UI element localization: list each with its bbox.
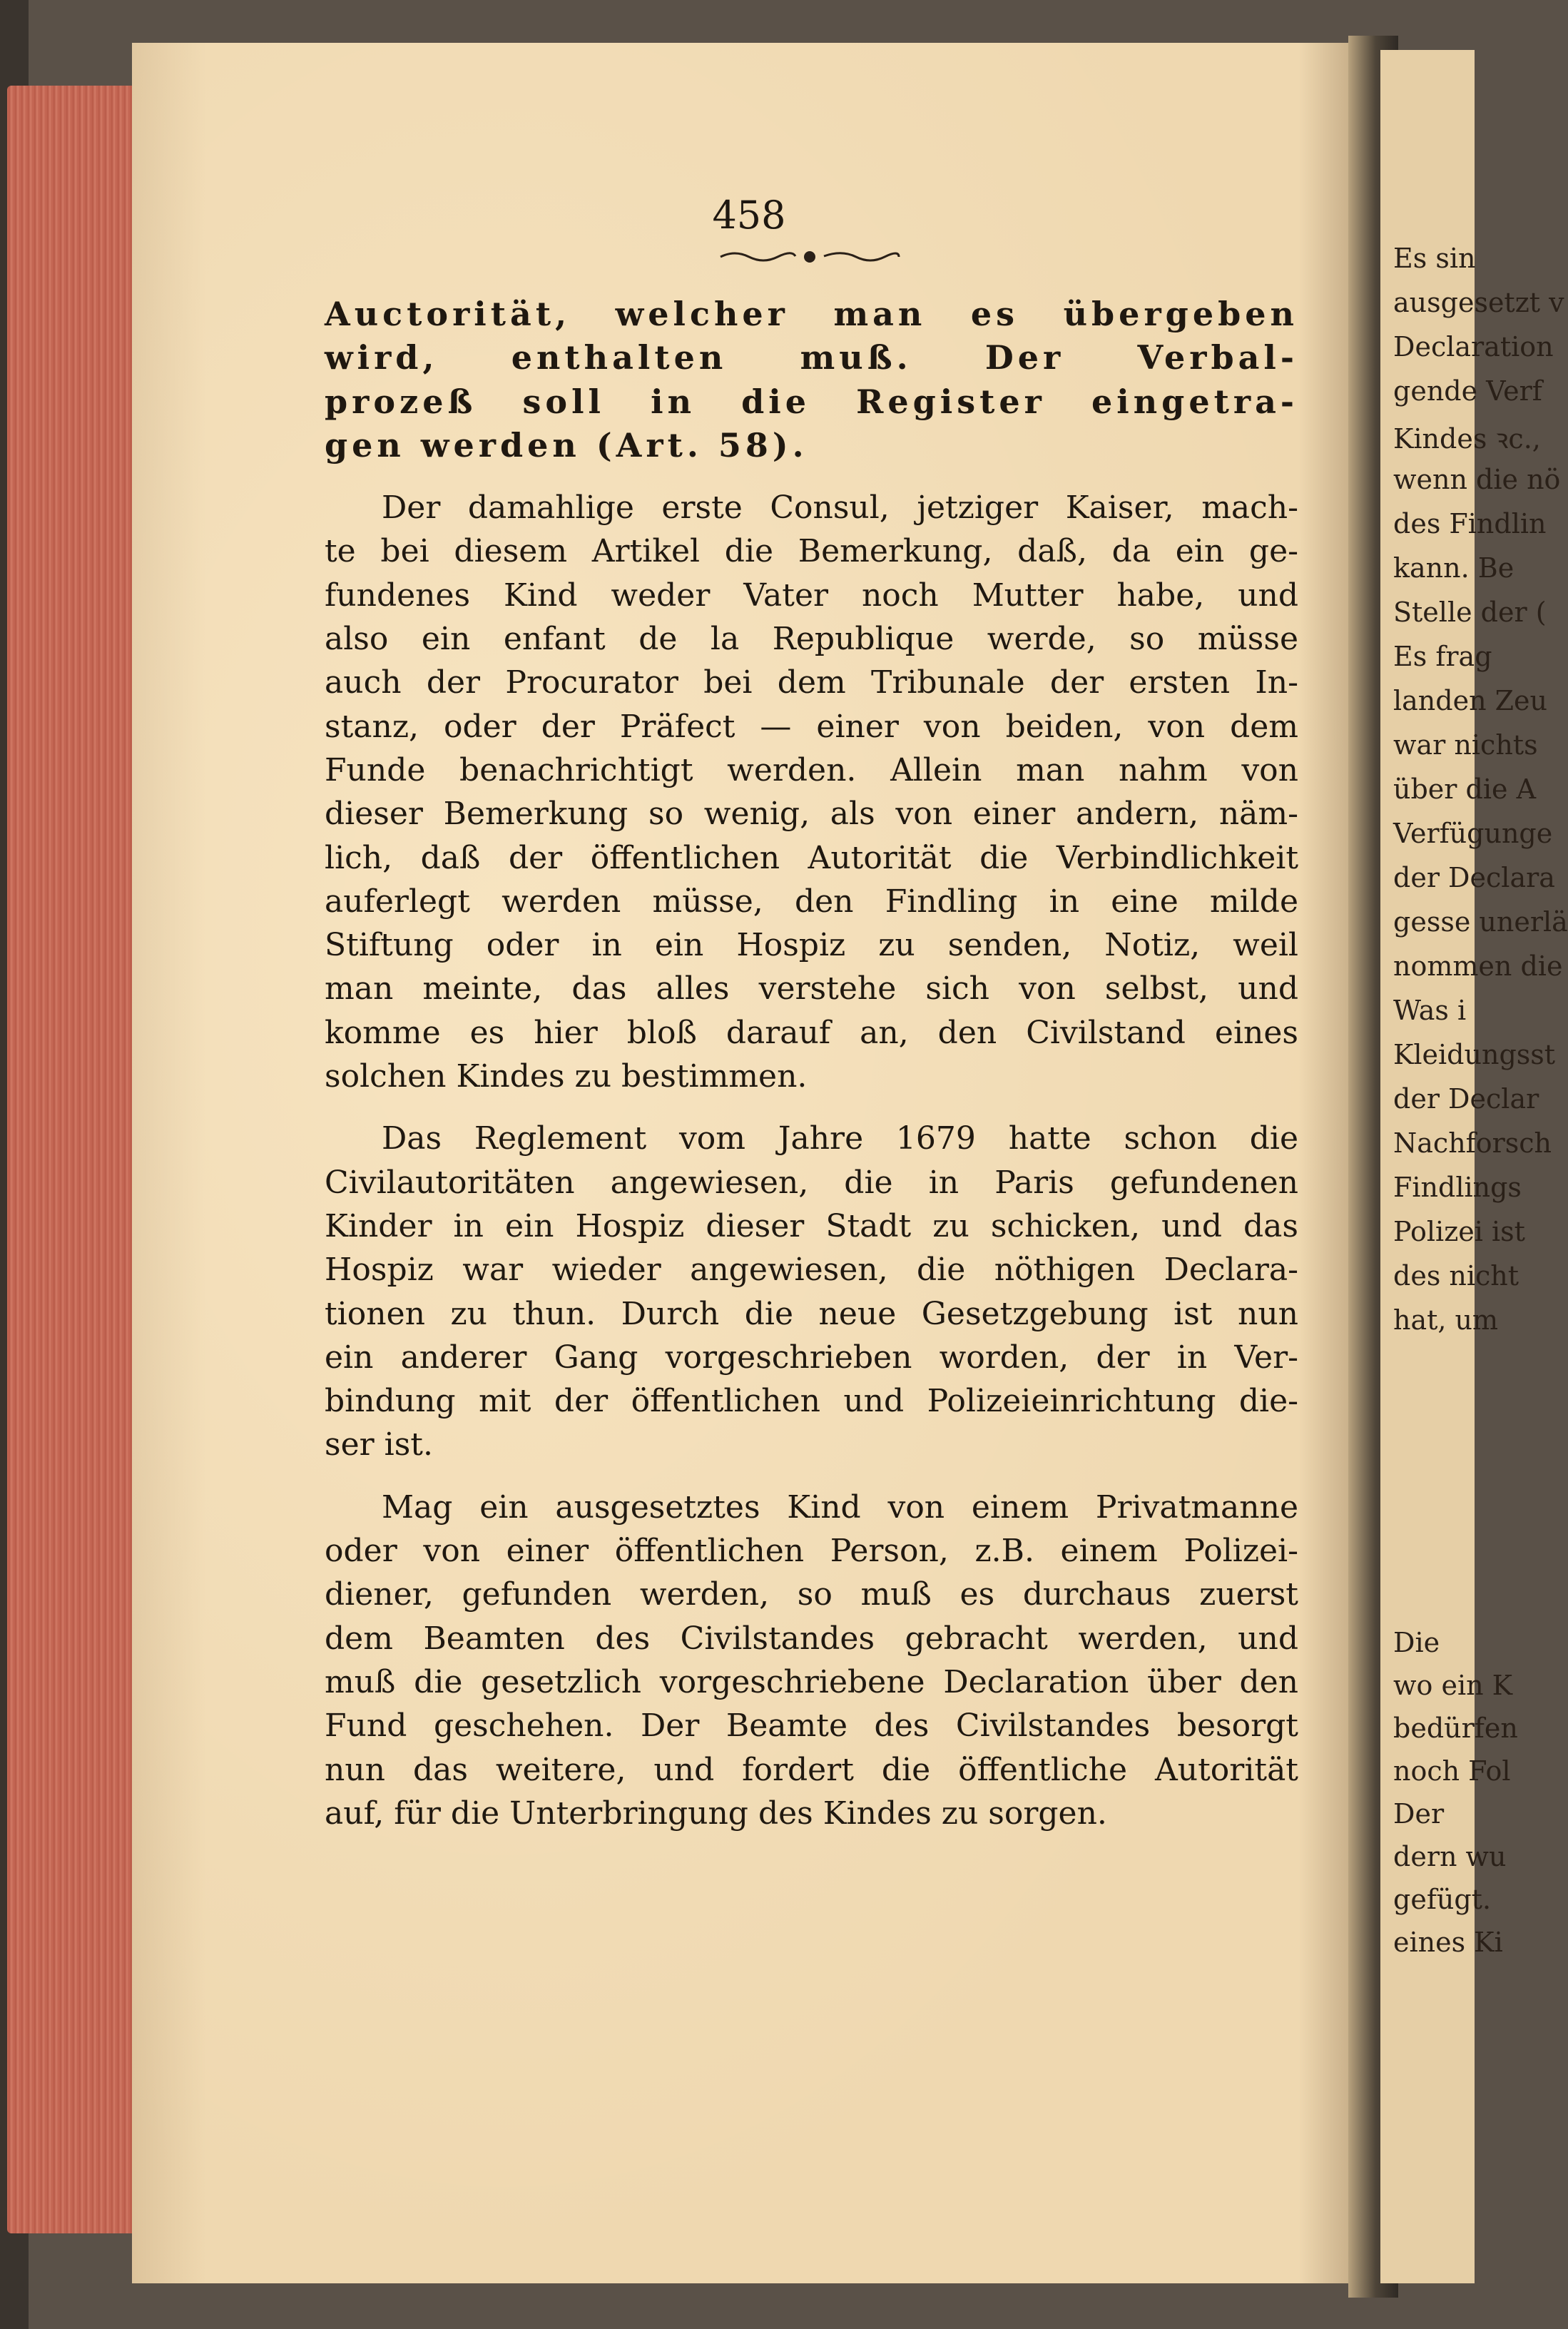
text-line: stanz, oder der Präfect — einer von beiden, von dem bbox=[325, 708, 1298, 745]
text-line: Das Reglement vom Jahre 1679 hatte schon die bbox=[382, 1120, 1298, 1157]
text-line: fundenes Kind weder Vater noch Mutter habe, und bbox=[325, 577, 1298, 614]
right-page-line: Nachforsch bbox=[1393, 1127, 1552, 1159]
text-line: gen werden (Art. 58). bbox=[325, 425, 808, 465]
right-page-line: Kleidungsst bbox=[1393, 1039, 1556, 1070]
text-line: man meinte, das alles verstehe sich von selbst, und bbox=[325, 970, 1298, 1008]
paragraph-consul bbox=[325, 486, 1298, 1098]
body-text bbox=[325, 293, 1298, 1835]
text-line: wird, enthalten muß. Der Verbal- bbox=[325, 338, 1298, 377]
text-line: auf, für die Unterbringung des Kindes zu sorgen. bbox=[325, 1795, 1107, 1832]
text-line: also ein enfant de la Republique werde, so müsse bbox=[325, 621, 1298, 658]
page-number: 458 bbox=[712, 193, 786, 238]
right-page-line: bedürfen bbox=[1393, 1712, 1518, 1744]
text-line: Hospiz war wieder angewiesen, die nöthigen Declara- bbox=[325, 1252, 1298, 1289]
right-page-line: Der bbox=[1393, 1798, 1445, 1830]
paragraph-reglement bbox=[325, 1117, 1298, 1466]
right-page-line: Stelle der ( bbox=[1393, 597, 1547, 628]
right-page-line: der Declar bbox=[1393, 1083, 1539, 1115]
right-page-line: war nichts bbox=[1393, 729, 1538, 761]
right-page-line: nommen die bbox=[1393, 950, 1563, 982]
text-line: lich, daß der öffentlichen Autorität die Verbindlichkeit bbox=[325, 839, 1298, 876]
text-line: ein anderer Gang vorgeschrieben worden, der in Ver- bbox=[325, 1339, 1298, 1376]
text-line: Civilautoritäten angewiesen, die in Paris gefundenen bbox=[325, 1164, 1298, 1201]
right-page-line: des Findlin bbox=[1393, 508, 1547, 539]
right-page-line: hat, um bbox=[1393, 1304, 1499, 1336]
text-line: Der damahlige erste Consul, jetziger Kaiser, mach- bbox=[382, 489, 1298, 527]
right-page-line: über die A bbox=[1393, 773, 1537, 805]
right-page-line: Kindes ꝛc., bbox=[1393, 423, 1541, 455]
right-page-line: ausgesetzt v bbox=[1393, 287, 1564, 318]
right-page-line: wo ein K bbox=[1393, 1670, 1513, 1701]
text-line: nun das weitere, und fordert die öffentliche Autorität bbox=[325, 1751, 1298, 1788]
text-line: bindung mit der öffentlichen und Polizeieinrichtung die- bbox=[325, 1383, 1298, 1420]
right-page-line: Es sin bbox=[1393, 243, 1476, 274]
text-line: te bei diesem Artikel die Bemerkung, daß, da ein ge- bbox=[325, 533, 1298, 570]
right-page-line: gefügt. bbox=[1393, 1884, 1492, 1915]
text-line: tionen zu thun. Durch die neue Gesetzgebung ist nun bbox=[325, 1295, 1298, 1332]
ornament-divider-icon bbox=[717, 246, 902, 268]
paragraph-continuation bbox=[325, 293, 1298, 467]
right-page-line: wenn die nö bbox=[1393, 464, 1561, 495]
text-line: muß die gesetzlich vorgeschriebene Declaration über den bbox=[325, 1663, 1298, 1700]
right-page-line: kann. Be bbox=[1393, 552, 1514, 584]
text-line: Fund geschehen. Der Beamte des Civilstandes besorgt bbox=[325, 1708, 1298, 1745]
right-page-line: landen Zeu bbox=[1393, 685, 1548, 716]
text-line: Kinder in ein Hospiz dieser Stadt zu schicken, und das bbox=[325, 1207, 1298, 1244]
right-page-line: gesse unerlä bbox=[1393, 906, 1568, 938]
text-line: Stiftung oder in ein Hospiz zu senden, Notiz, weil bbox=[325, 927, 1298, 964]
right-page-line: Verfügunge bbox=[1393, 818, 1553, 849]
right-page-line: Die bbox=[1393, 1627, 1440, 1658]
text-line: dem Beamten des Civilstandes gebracht werden, und bbox=[325, 1620, 1298, 1657]
text-line: solchen Kindes zu bestimmen. bbox=[325, 1058, 808, 1095]
text-line: Mag ein ausgesetztes Kind von einem Privatmanne bbox=[382, 1488, 1298, 1526]
right-page-fragment bbox=[1380, 50, 1568, 2283]
text-line: komme es hier bloß darauf an, den Civilstand eines bbox=[325, 1014, 1298, 1051]
right-page-line: dern wu bbox=[1393, 1841, 1507, 1872]
text-line: prozeß soll in die Register eingetra- bbox=[325, 382, 1298, 421]
text-line: auch der Procurator bei dem Tribunale der ersten In- bbox=[325, 664, 1298, 701]
text-line: diener, gefunden werden, so muß es durchaus zuerst bbox=[325, 1576, 1298, 1613]
text-line: oder von einer öffentlichen Person, z.B. einem Polizei- bbox=[325, 1533, 1298, 1570]
right-page-line: gende Verf bbox=[1393, 375, 1542, 407]
page-edges-red bbox=[7, 86, 136, 2233]
right-page-line: der Declara bbox=[1393, 862, 1555, 893]
text-line: dieser Bemerkung so wenig, als von einer andern, näm- bbox=[325, 796, 1298, 833]
right-page-line: Es frag bbox=[1393, 641, 1492, 672]
right-page-line: noch Fol bbox=[1393, 1755, 1511, 1787]
paragraph-findling bbox=[325, 1486, 1298, 1835]
text-line: Auctorität, welcher man es übergeben bbox=[325, 295, 1298, 333]
right-page-line: eines Ki bbox=[1393, 1927, 1503, 1958]
text-line: ser ist. bbox=[325, 1426, 433, 1463]
text-line: auferlegt werden müsse, den Findling in eine milde bbox=[325, 883, 1298, 920]
right-page-line: Declaration bbox=[1393, 331, 1554, 362]
text-line: Funde benachrichtigt werden. Allein man nahm von bbox=[325, 751, 1298, 788]
right-page-line: Was i bbox=[1393, 995, 1467, 1026]
right-page-line: des nicht bbox=[1393, 1260, 1519, 1292]
right-page-line: Polizei ist bbox=[1393, 1216, 1525, 1247]
right-page-line: Findlings bbox=[1393, 1172, 1522, 1203]
